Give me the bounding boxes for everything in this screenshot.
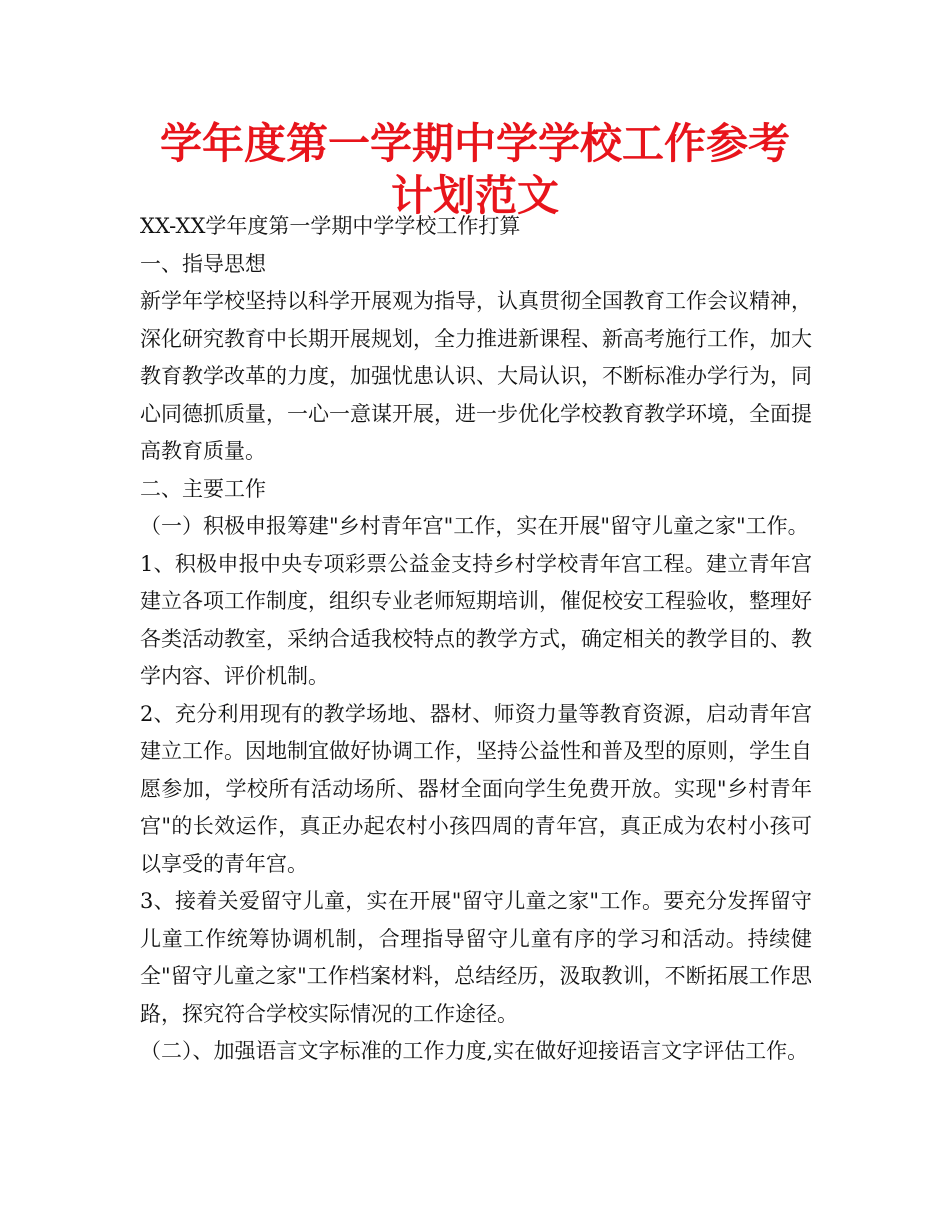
subtitle-line: XX-XX学年度第一学期中学学校工作打算 [140, 214, 521, 238]
subsection-heading-1: （一）积极申报筹建"乡村青年宫"工作，实在开展"留守儿童之家"工作。 [140, 514, 809, 538]
paragraph-item-3: 3、接着关爱留守儿童，实在开展"留守儿童之家"工作。要充分发挥留守儿童工作统筹协调机制，合理指导留守儿童有序的学习和活动。持续健全"留守儿童之家"工作档案材料，总结经历，汲取教训，不断拓展工作思路，探究符合学校实际情况的工作途径。 [140, 889, 812, 1026]
paragraph-item-1: 1、积极申报中央专项彩票公益金支持乡村学校青年宫工程。建立青年宫建立各项工作制度，组织专业老师短期培训，催促校安工程验收，整理好各类活动教室，采纳合适我校特点的教学方式，确定相关的教学目的、教学内容、评价机制。 [140, 551, 812, 688]
paragraph-item-2: 2、充分利用现有的教学场地、器材、师资力量等教育资源，启动青年宫建立工作。因地制宜做好协调工作，坚持公益性和普及型的原则，学生自愿参加，学校所有活动场所、器材全面向学生免费开放。实现"乡村青年宫"的长效运作，真正办起农村小孩四周的青年宫，真正成为农村小孩可以享受的青年宫。 [140, 701, 812, 876]
document-body [140, 208, 812, 1071]
paragraph-guiding-ideology: 新学年学校坚持以科学开展观为指导，认真贯彻全国教育工作会议精神，深化研究教育中长期开展规划，全力推进新课程、新高考施行工作，加大教育教学改革的力度，加强忧患认识、大局认识，不断标准办学行为，同心同德抓质量，一心一意谋开展，进一步优化学校教育教学环境，全面提高教育质量。 [140, 289, 812, 463]
section-heading-main-work: 二、主要工作 [140, 476, 266, 501]
document-title: 学年度第一学期中学学校工作参考计划范文 [159, 119, 790, 220]
section-heading-guiding-ideology: 一、指导思想 [140, 251, 266, 276]
subsection-heading-2: （二）、加强语言文字标准的工作力度,实在做好迎接语言文字评估工作。 [140, 1039, 809, 1063]
